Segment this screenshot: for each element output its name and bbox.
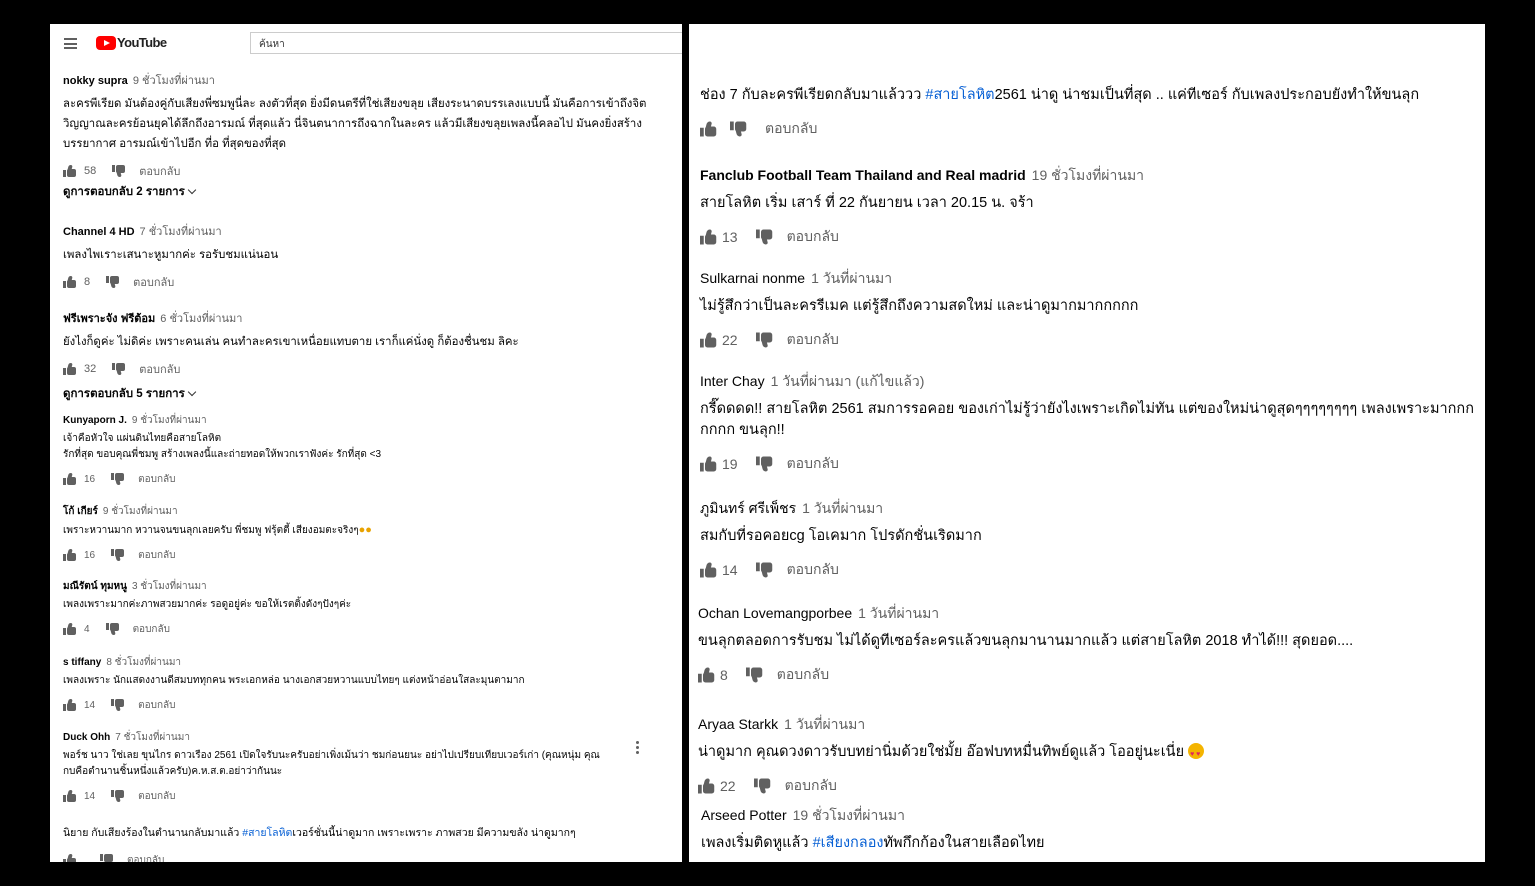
left-comments-panel — [50, 24, 682, 862]
comment-header — [701, 805, 1475, 827]
thumbs-down-icon[interactable] — [106, 623, 119, 635]
reply-button[interactable]: ตอบกลับ — [127, 854, 165, 862]
thumbs-down-icon[interactable] — [100, 854, 113, 862]
reply-item — [63, 730, 672, 804]
view-replies-button[interactable] — [63, 183, 195, 201]
reply-author[interactable]: s tiffany — [63, 657, 102, 668]
comment-header — [698, 714, 1475, 736]
reply-button[interactable]: ตอบกลับ — [139, 364, 181, 376]
comment-text-part: ช่อง 7 กับละครพีเรียดกลับมาแล้ววว — [700, 87, 926, 103]
comment-time[interactable]: 19 ชั่วโมงที่ผ่านมา — [1031, 167, 1145, 183]
like-count: 8 — [84, 276, 91, 288]
comment-actions — [700, 120, 1475, 138]
like-count: 22 — [722, 332, 738, 348]
thumbs-down-icon[interactable] — [756, 230, 772, 245]
like-count: 14 — [84, 790, 96, 802]
reply-time[interactable]: 7 ชั่วโมงที่ผ่านมา — [115, 732, 190, 743]
reply-time[interactable]: 3 ชั่วโมงที่ผ่านมา — [131, 581, 207, 592]
comment-thread — [700, 498, 1475, 579]
thumbs-up-icon[interactable] — [700, 230, 716, 245]
comment-header — [63, 71, 672, 89]
comment-actions — [698, 777, 1475, 795]
reply-item — [63, 504, 672, 563]
comment-header — [700, 165, 1475, 187]
comment-author[interactable]: Ochan Lovemangporbee — [698, 605, 853, 621]
like-count: 14 — [84, 699, 96, 711]
comment-actions — [63, 163, 672, 179]
reply-actions — [63, 697, 672, 713]
comment-text: กรี๊ดดดด!! สายโลหิต 2561 สมการรอคอย ของเก่าไม่รู้ว่ายังไงเพราะเกิดไม่ทัน แต่ของใหม่น่าดูสุดๆๆๆๆๆๆๆๆ เพลงเพราะมากกกกกกก ขนลุก!! — [700, 401, 1474, 438]
comment-author[interactable]: ฟรีเพราะจัง ฟรีต้อม — [63, 313, 156, 325]
thumbs-up-icon[interactable] — [700, 457, 716, 472]
comment-text-part: เพลงเริ่มติดหูแล้ว — [701, 835, 813, 851]
thumbs-down-icon[interactable] — [112, 363, 125, 375]
comment-time[interactable]: 1 วันที่ผ่านมา (แก้ไขแล้ว) — [770, 373, 925, 389]
comment-thread — [700, 165, 1475, 246]
thumbs-up-icon[interactable] — [63, 854, 76, 862]
comment-header — [700, 498, 1475, 520]
reply-button[interactable]: ตอบกลับ — [776, 666, 830, 682]
reply-button[interactable]: ตอบกลับ — [784, 777, 837, 793]
like-count: 4 — [84, 623, 90, 635]
reply-author[interactable]: มณีรัตน์ ทุมหนู — [63, 581, 127, 592]
reply-text — [63, 748, 672, 780]
menu-icon[interactable] — [64, 38, 77, 49]
reply-button[interactable]: ตอบกลับ — [132, 623, 170, 635]
reply-item — [63, 579, 672, 637]
comment-author[interactable]: nokky supra — [63, 75, 128, 87]
like-count: 16 — [84, 473, 96, 485]
comment-header — [700, 371, 1475, 393]
comment-actions — [698, 666, 1475, 684]
comment-actions — [63, 361, 672, 377]
thumbs-down-icon[interactable] — [730, 122, 746, 137]
comment-author[interactable]: Channel 4 HD — [63, 226, 135, 238]
comment-thread — [698, 714, 1475, 795]
comment-actions — [63, 274, 672, 290]
comment-actions — [63, 852, 672, 862]
thumbs-down-icon[interactable] — [756, 333, 772, 348]
reply-actions — [63, 621, 672, 637]
reply-button[interactable]: ตอบกลับ — [786, 455, 839, 471]
comment-author[interactable]: ภูมินทร์ ศรีเพ็ชร — [700, 500, 797, 516]
comment-text-part: ทัพกึกก้องในสายเลือดไทย — [883, 835, 1045, 851]
thumbs-down-icon[interactable] — [754, 779, 770, 794]
like-count: 8 — [720, 667, 728, 683]
reply-button[interactable]: ตอบกลับ — [133, 277, 175, 289]
comment-actions — [700, 561, 1475, 579]
like-count: 14 — [722, 562, 738, 578]
comment-author[interactable]: Arseed Potter — [701, 807, 787, 823]
reply-text-line: กบคือตำนานชิ้นหนึ่งแล้วครับ)ค.ห.ส.ต.อย่าว่ากันนะ — [63, 766, 283, 777]
reply-button[interactable]: ตอบกลับ — [138, 473, 176, 485]
comment-thread — [63, 71, 672, 179]
reply-header — [63, 730, 672, 745]
comment-thread — [63, 309, 672, 377]
comment-text: ละครพีเรียด มันต้องคู่กับเสียงพี่ซมพูนี่ละ ลงตัวที่สุด ยิ่งมีดนตรีที่ใช่เสียงขลุย เสียงระนาดบรรเลงแบบนี้ มันคือการเข้าถึงจิตวิญญาณละครย้อนยุคได้ลึกถึงอารมณ์ ที่สุดแล้ว นี่จินตนาการถึงฉากในละคร แล้วมีเสียงขลุยเพลงนี้คลอไป มันคงยิ่งสร้างบรรยากาศ อารมณ์เข้าไปอีก ที่อ ที่สุดของที่สุด — [63, 98, 647, 150]
thumbs-down-icon[interactable] — [111, 699, 124, 711]
comment-time[interactable]: 1 วันที่ผ่านมา — [811, 270, 893, 286]
search-input[interactable]: ค้นหา — [250, 32, 682, 54]
thumbs-up-icon[interactable] — [700, 333, 716, 348]
like-count: 32 — [84, 363, 97, 375]
reply-button[interactable]: ตอบกลับ — [786, 561, 839, 577]
comment-header — [63, 309, 672, 327]
thumbs-up-icon[interactable] — [700, 563, 716, 578]
comment-time[interactable]: 1 วันที่ผ่านมา — [858, 605, 940, 621]
comment-header — [63, 222, 672, 240]
comment-text — [701, 833, 1475, 854]
view-replies-label: ดูการตอบกลับ 5 รายการ — [63, 388, 185, 400]
reply-button[interactable]: ตอบกลับ — [765, 120, 818, 136]
view-replies-label: ดูการตอบกลับ 2 รายการ — [63, 186, 185, 198]
reply-item — [63, 655, 672, 713]
reply-text — [63, 522, 672, 539]
thumbs-down-icon[interactable] — [111, 473, 124, 485]
like-count: 19 — [722, 456, 738, 472]
thumbs-up-icon[interactable] — [63, 473, 76, 485]
chevron-down-icon — [188, 186, 196, 194]
thumbs-up-icon[interactable] — [63, 549, 76, 561]
reply-button[interactable]: ตอบกลับ — [138, 549, 176, 561]
youtube-header — [50, 24, 682, 62]
hashtag-link[interactable]: #สายโลหิต — [925, 87, 995, 103]
youtube-logo[interactable] — [96, 35, 166, 50]
thumbs-up-icon[interactable] — [63, 623, 76, 635]
comment-author[interactable]: Inter Chay — [700, 373, 765, 389]
thumbs-up-icon[interactable] — [698, 668, 714, 683]
thumbs-up-icon[interactable] — [63, 165, 76, 177]
heart-eyes-emoji — [1188, 743, 1204, 759]
reply-actions — [63, 547, 672, 563]
comment-author[interactable]: Fanclub Football Team Thailand and Real madrid — [700, 167, 1026, 183]
more-vert-icon[interactable] — [636, 741, 640, 755]
view-replies-button[interactable] — [63, 385, 195, 403]
comment-thread — [700, 85, 1475, 138]
reply-item — [63, 413, 672, 487]
thumbs-up-icon[interactable] — [63, 790, 76, 802]
comment-thread — [63, 222, 672, 290]
thumbs-up-icon[interactable] — [700, 122, 716, 137]
reply-actions — [63, 471, 672, 487]
thumbs-up-icon[interactable] — [63, 363, 76, 375]
comment-text: สายโลหิต เริ่ม เสาร์ ที่ 22 กันยายน เวลา 20.15 น. จร้า — [700, 195, 1034, 211]
reply-time[interactable]: 9 ชั่วโมงที่ผ่านมา — [102, 506, 178, 517]
comment-text: ขนลุกตลอดการรับชม ไม่ได้ดูทีเซอร์ละครแล้วขนลุกมานานมากแล้ว แต่สายโลหิต 2018 ทำได้!!! สุดยอด.... — [698, 633, 1354, 649]
comment-text-part: เวอร์ชั่นนี้น่าดูมาก เพราะเพราะ ภาพสวย มีความขลัง น่าดูมากๆ — [292, 827, 576, 839]
thumbs-down-icon[interactable] — [756, 457, 772, 472]
thumbs-down-icon[interactable] — [746, 668, 762, 683]
comment-author[interactable]: Sulkarnai nonme — [700, 270, 806, 286]
comment-time[interactable]: 1 วันที่ผ่านมา — [802, 500, 884, 516]
thumbs-down-icon[interactable] — [111, 549, 124, 561]
comment-thread — [701, 805, 1475, 854]
comment-text — [698, 742, 1475, 763]
thumbs-up-icon[interactable] — [63, 699, 76, 711]
comment-text-part: 2561 น่าดู น่าชมเป็นที่สุด .. แค่ทีเซอร์ กับเพลงประกอบยังทำให้ขนลุก — [994, 87, 1420, 103]
reply-button[interactable]: ตอบกลับ — [139, 166, 181, 178]
reply-text-line: เจ้าคือหัวใจ แผ่นดินไทยคือสายโลหิต — [63, 433, 222, 444]
hashtag-link[interactable]: #เสียงกลอง — [812, 835, 884, 851]
comment-time[interactable]: 6 ชั่วโมงที่ผ่านมา — [160, 313, 243, 325]
youtube-logo-icon — [96, 36, 116, 50]
reply-text-line: เพลงเพราะมากค่ะภาพสวยมากค่ะ รอดูอยู่ค่ะ ขอให้เรตติ้งดังๆปังๆค่ะ — [63, 599, 352, 610]
youtube-logo-text: YouTube — [117, 35, 167, 50]
like-count: 13 — [722, 229, 738, 245]
comment-text: เพลงไพเราะเสนาะหูมากค่ะ รอรับชมแน่นอน — [63, 249, 279, 261]
reply-button[interactable]: ตอบกลับ — [138, 699, 176, 711]
comment-thread — [63, 822, 672, 862]
reply-header — [63, 655, 672, 670]
comment-actions — [700, 331, 1475, 349]
thumbs-down-icon[interactable] — [106, 276, 119, 288]
right-comments-panel — [689, 24, 1485, 862]
comment-header — [698, 603, 1475, 625]
reply-text-line: เพลงเพราะ นักแสดงงานดีสมบททุกคน พระเอกหล่อ นางเอกสวยหวานแบบไทยๆ แต่งหน้าอ่อนใสละมุนตามาก — [63, 675, 525, 686]
comment-time[interactable]: 9 ชั่วโมงที่ผ่านมา — [132, 75, 215, 87]
reply-author[interactable]: Duck Ohh — [63, 732, 111, 743]
thumbs-up-icon[interactable] — [698, 779, 714, 794]
reply-author[interactable]: โก้ เกียร์ — [63, 506, 98, 517]
reply-header — [63, 413, 672, 428]
comment-thread — [700, 268, 1475, 349]
like-count: 22 — [720, 778, 736, 794]
reply-button[interactable]: ตอบกลับ — [786, 228, 839, 244]
reply-button[interactable]: ตอบกลับ — [786, 331, 839, 347]
comment-actions — [700, 228, 1475, 246]
comment-thread — [700, 371, 1475, 473]
reply-text — [63, 597, 672, 613]
comment-actions — [700, 455, 1475, 473]
clap-emoji: ●● — [358, 524, 372, 536]
like-count: 16 — [84, 549, 96, 561]
like-count: 58 — [84, 165, 97, 177]
reply-text — [63, 431, 672, 463]
reply-header — [63, 504, 672, 519]
comment-text-part: น่าดูมาก คุณดวงดาวรับบทย่านิ่มด้วยใช่มั้ย อ๊อฟบทหมื่นทิพย์ดูแล้ว โออยู่นะเนี่ย — [698, 744, 1185, 760]
hashtag-link[interactable]: #สายโลหิต — [242, 827, 293, 839]
thumbs-down-icon[interactable] — [756, 563, 772, 578]
comment-time[interactable]: 19 ชั่วโมงที่ผ่านมา — [792, 807, 905, 823]
reply-time[interactable]: 9 ชั่วโมงที่ผ่านมา — [131, 415, 207, 426]
reply-text — [63, 673, 672, 689]
comment-text-part: นิยาย กับเสียงร้องในตำนานกลับมาแล้ว — [63, 827, 243, 839]
comment-author[interactable]: Aryaa Starkk — [698, 716, 779, 732]
comment-text — [700, 85, 1475, 106]
reply-author[interactable]: Kunyaporn J. — [63, 415, 127, 426]
chevron-down-icon — [188, 388, 196, 396]
comment-time[interactable]: 7 ชั่วโมงที่ผ่านมา — [139, 226, 222, 238]
thumbs-up-icon[interactable] — [63, 276, 76, 288]
reply-actions — [63, 788, 672, 804]
thumbs-down-icon[interactable] — [112, 165, 125, 177]
comment-time[interactable]: 1 วันที่ผ่านมา — [784, 716, 866, 732]
reply-header — [63, 579, 672, 594]
comment-thread — [698, 603, 1475, 684]
comment-text: ไม่รู้สึกว่าเป็นละครรีเมค แต่รู้สึกถึงความสดใหม่ และน่าดูมากมากกกกก — [700, 298, 1139, 314]
reply-time[interactable]: 8 ชั่วโมงที่ผ่านมา — [106, 657, 182, 668]
reply-text-line: พอร์ช นาว ใช่เลย ขุนไกร ดาวเรือง 2561 เปิดใจรับนะครับอย่าเพิ่งเม้นว่า ชมก่อนยนะ อย่าไปเปรียบเทียบเวอร์เก่า (คุณหนุ่ม คุณ — [63, 750, 600, 761]
comment-text: สมกับที่รอคอยcg โอเคมาก โปรดักชั่นเริดมาก — [700, 528, 982, 544]
reply-button[interactable]: ตอบกลับ — [138, 790, 176, 802]
comment-header — [700, 268, 1475, 290]
thumbs-down-icon[interactable] — [111, 790, 124, 802]
comment-text: ยังไงก็ดูค่ะ ไม่ดิค่ะ เพราะคนเล่น คนทำละครเขาเหนื่อยแทบตาย เราก็แค่นั่งดู ก็ต้องชื่นชม ลิคะ — [63, 336, 519, 348]
reply-text-line: รักที่สุด ขอบคุณพี่ชมพู สร้างเพลงนี้และถ่ายทอดให้พวกเราฟังค่ะ รักที่สุด <3 — [63, 449, 382, 460]
comment-text — [63, 825, 672, 841]
reply-text-line: เพราะหวานมาก หวานจนขนลุกเลยครับ พี่ชมพู ฟรุ้ตตี้ เสียงอมตะจริงๆ — [63, 525, 359, 536]
